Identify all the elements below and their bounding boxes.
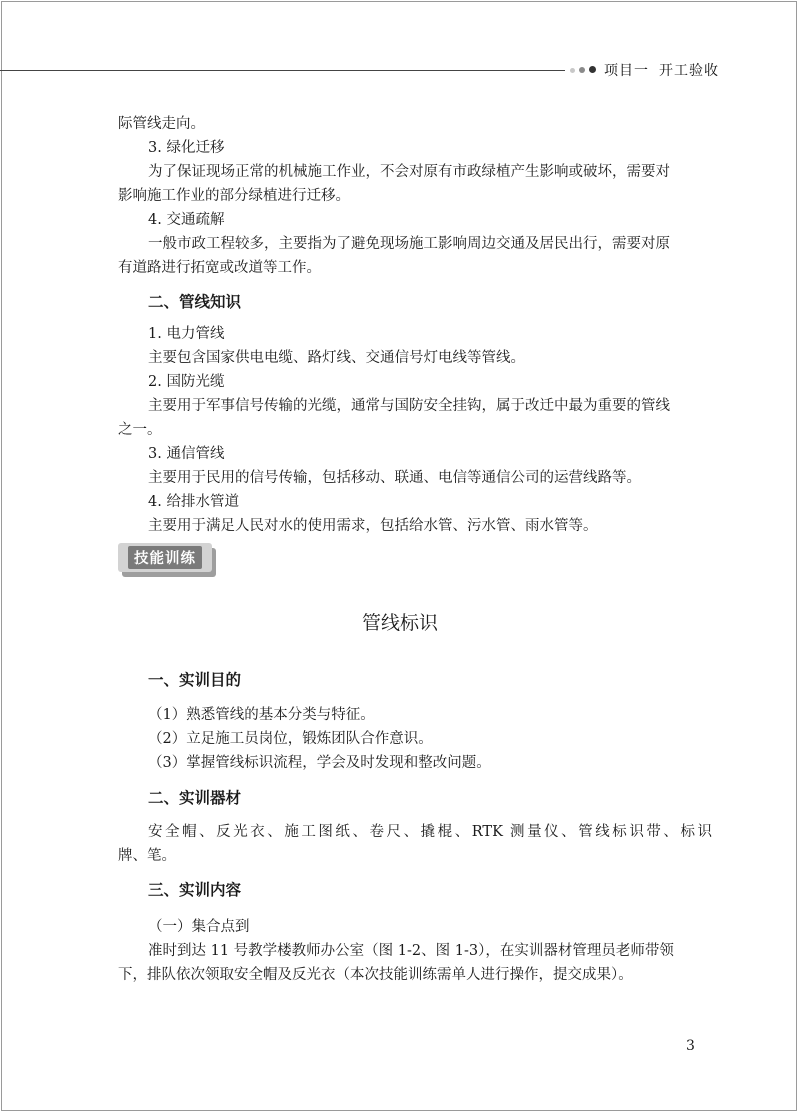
text-line: 主要用于满足人民对水的使用需求，包括给水管、污水管、雨水管等。 bbox=[148, 518, 598, 534]
subsection-heading: （一）集合点到 bbox=[148, 919, 250, 935]
header-rule bbox=[0, 70, 565, 71]
text-line: 有道路进行拓宽或改道等工作。 bbox=[118, 260, 321, 276]
list-item: （1）熟悉管线的基本分类与特征。 bbox=[148, 707, 375, 723]
item-heading: 2. 国防光缆 bbox=[148, 374, 225, 390]
section-heading-content: 三、实训内容 bbox=[148, 881, 242, 899]
header-section: 项目一 bbox=[604, 63, 649, 79]
skill-training-badge bbox=[118, 543, 216, 577]
running-header bbox=[604, 60, 719, 80]
list-item: （2）立足施工员岗位，锻炼团队合作意识。 bbox=[148, 731, 433, 747]
item-heading: 1. 电力管线 bbox=[148, 326, 225, 342]
list-item: （3）掌握管线标识流程，学会及时发现和整改问题。 bbox=[148, 755, 491, 771]
section-heading-equipment: 二、实训器材 bbox=[148, 789, 242, 807]
text-line: 下，排队依次领取安全帽及反光衣（本次技能训练需单人进行操作，提交成果）。 bbox=[118, 967, 633, 983]
text-line: 主要用于军事信号传输的光缆，通常与国防安全挂钩，属于改迁中最为重要的管线 bbox=[148, 398, 670, 414]
text-line: 准时到达 11 号教学楼教师办公室（图 1-2、图 1-3），在实训器材管理员老师带领 bbox=[148, 943, 674, 959]
section-heading-knowledge: 二、管线知识 bbox=[148, 293, 242, 311]
text-line: 主要用于民用的信号传输，包括移动、联通、电信等通信公司的运营线路等。 bbox=[148, 470, 641, 486]
item-heading: 3. 通信管线 bbox=[148, 446, 225, 462]
item-heading: 4. 给排水管道 bbox=[148, 494, 239, 510]
text-line: 为了保证现场正常的机械施工作业，不会对原有市政绿植产生影响或破坏，需要对 bbox=[148, 164, 670, 180]
text-line: 安全帽、反光衣、施工图纸、卷尺、撬棍、RTK 测量仪、管线标识带、标识 bbox=[148, 824, 712, 840]
text-line: 影响施工作业的部分绿植进行迁移。 bbox=[118, 188, 350, 204]
page-number: 3 bbox=[686, 1038, 695, 1054]
text-line: 一般市政工程较多，主要指为了避免现场施工影响周边交通及居民出行，需要对原 bbox=[148, 236, 670, 252]
section-heading-purpose: 一、实训目的 bbox=[148, 671, 242, 689]
text-line: 牌、笔。 bbox=[118, 848, 176, 864]
header-dots-icon bbox=[570, 64, 598, 76]
text-line: 之一。 bbox=[118, 422, 162, 438]
badge-label: 技能训练 bbox=[128, 546, 202, 569]
text-line: 主要包含国家供电电缆、路灯线、交通信号灯电线等管线。 bbox=[148, 350, 525, 366]
header-title: 开工验收 bbox=[659, 63, 719, 79]
badge-frame bbox=[118, 543, 212, 572]
item-heading: 4. 交通疏解 bbox=[148, 212, 225, 228]
training-title: 管线标识 bbox=[361, 612, 438, 634]
item-heading: 3. 绿化迁移 bbox=[148, 140, 225, 156]
text-line: 际管线走向。 bbox=[118, 116, 205, 132]
